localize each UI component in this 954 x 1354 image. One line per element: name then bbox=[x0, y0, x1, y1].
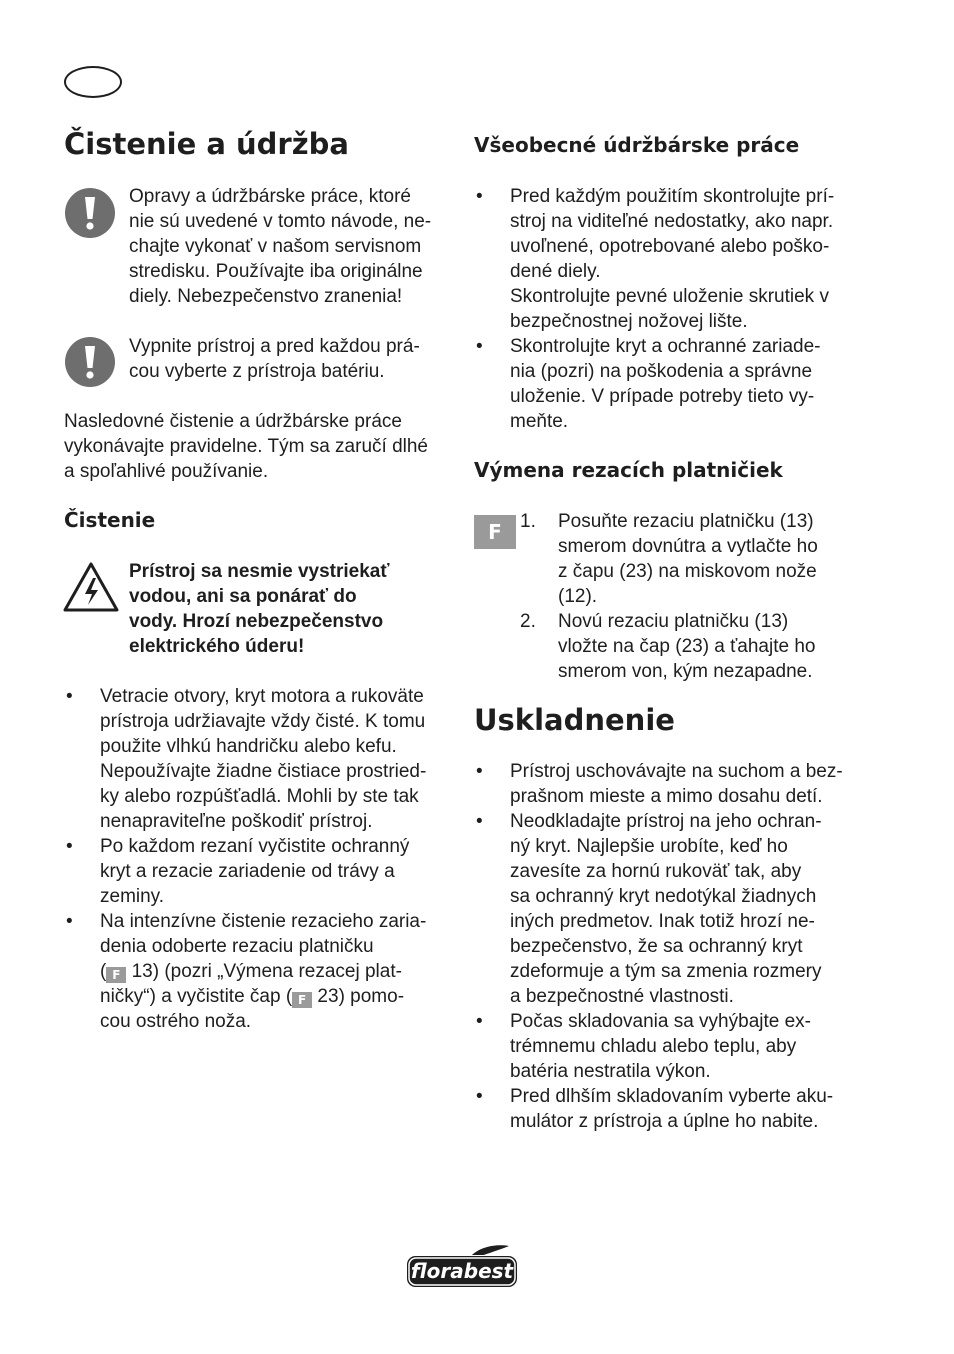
list-item: Vetracie otvory, kryt motora a rukoväte prístroja udržiavajte vždy čisté. K tomu použite vlhkú handričku alebo kefu. Nepoužívajte žiadne čistiace prostried- ky alebo rozpúšťadlá. Mohli by ste tak nenapraviteľne poškodiť prístroj. bbox=[100, 686, 427, 832]
list-item: Po každom rezaní vyčistite ochranný kryt a rezacie zariadenie od trávy a zeminy. bbox=[100, 836, 410, 907]
exclamation-icon bbox=[64, 336, 116, 388]
list-item: Pred dlhším skladovaním vyberte aku- mulátor z prístroja a úplne ho nabite. bbox=[510, 1086, 834, 1132]
list-item: Počas skladovania sa vyhýbajte ex- trémnemu chladu alebo teplu, aby batéria nestratila výkon. bbox=[510, 1011, 811, 1082]
bullet-marker: • bbox=[476, 186, 483, 207]
page-title: Čistenie a údržba bbox=[64, 127, 349, 161]
section-heading-storage: Uskladnenie bbox=[474, 703, 675, 737]
bullet-marker: • bbox=[476, 1011, 483, 1032]
electric-warning-text: Prístroj sa nesmie vystriekať vodou, ani sa ponárať do vody. Hrozí nebezpečenstvo elektrického úderu! bbox=[129, 561, 390, 657]
figure-f-badge: F bbox=[292, 992, 312, 1008]
list-item: Na intenzívne čistenie rezacieho zaria- denia odoberte rezaciu platničku ( F 13) (pozri „Výmena rezacej plat- ničky“) a vyčistite čap ( F 23) pomo- cou ostrého noža. bbox=[100, 911, 427, 1032]
figure-f-badge: F bbox=[474, 515, 516, 549]
list-item: Pred každým použitím skontrolujte prí- stroj na viditeľné nedostatky, ako napr. uvoľnené, opotrebované alebo poško- dené diely. Skontrolujte pevné uloženie skrutiek v bezpečnostnej nožovej lište. bbox=[510, 186, 835, 332]
list-item: Prístroj uschovávajte na suchom a bez- prašnom mieste a mimo dosahu detí. bbox=[510, 761, 843, 807]
bullet-marker: • bbox=[476, 1086, 483, 1107]
language-badge bbox=[64, 66, 122, 98]
step-number: 1. bbox=[520, 511, 536, 532]
bullet-marker: • bbox=[66, 911, 73, 932]
intro-paragraph: Nasledovné čistenie a údržbárske práce vykonávajte pravidelne. Tým sa zaručí dlhé a spoľahlivé používanie. bbox=[64, 411, 428, 482]
florabest-logo bbox=[405, 1244, 519, 1290]
step-number: 2. bbox=[520, 611, 536, 632]
section-heading-cleaning: Čistenie bbox=[64, 508, 156, 532]
bullet-marker: • bbox=[476, 761, 483, 782]
electric-hazard-icon bbox=[63, 561, 119, 613]
list-item: Neodkladajte prístroj na jeho ochran- ný kryt. Najlepšie urobíte, keď ho zavesíte za hornú rukoväť tak, aby sa ochranný kryt nedotýkal žiadnych iných predmetov. Inak totiž hrozí ne- bezpečenstvo, že sa ochranný kryt zdeformuje a tým sa zmenia rozmery a bezpečnostné vlastnosti. bbox=[510, 811, 822, 1007]
bullet-marker: • bbox=[66, 686, 73, 707]
bullet-marker: • bbox=[476, 336, 483, 357]
step-text: Novú rezaciu platničku (13) vložte na čap (23) a ťahajte ho smerom von, kým nezapadne. bbox=[558, 611, 816, 682]
exclamation-icon bbox=[64, 187, 116, 239]
step-text: Posuňte rezaciu platničku (13) smerom dovnútra a vytlačte ho z čapu (23) na miskovom nože (12). bbox=[558, 511, 818, 607]
list-item: Skontrolujte kryt a ochranné zariade- nia (pozri) na poškodenia a správne uloženie. V prípade potreby tieto vy- meňte. bbox=[510, 336, 821, 432]
logo-wordmark: florabest bbox=[410, 1259, 514, 1283]
section-heading-general-maintenance: Všeobecné údržbárske práce bbox=[474, 133, 800, 157]
section-heading-blade-replacement: Výmena rezacích platničiek bbox=[474, 458, 783, 482]
bullet-marker: • bbox=[476, 811, 483, 832]
bullet-marker: • bbox=[66, 836, 73, 857]
figure-f-badge: F bbox=[106, 967, 126, 983]
repair-warning-text: Opravy a údržbárske práce, ktoré nie sú uvedené v tomto návode, ne- chajte vykonať v našom servisnom stredisku. Používajte iba originálne diely. Nebezpečenstvo zranenia! bbox=[129, 186, 432, 307]
battery-warning-text: Vypnite prístroj a pred každou prá- cou vyberte z prístroja batériu. bbox=[129, 336, 420, 382]
